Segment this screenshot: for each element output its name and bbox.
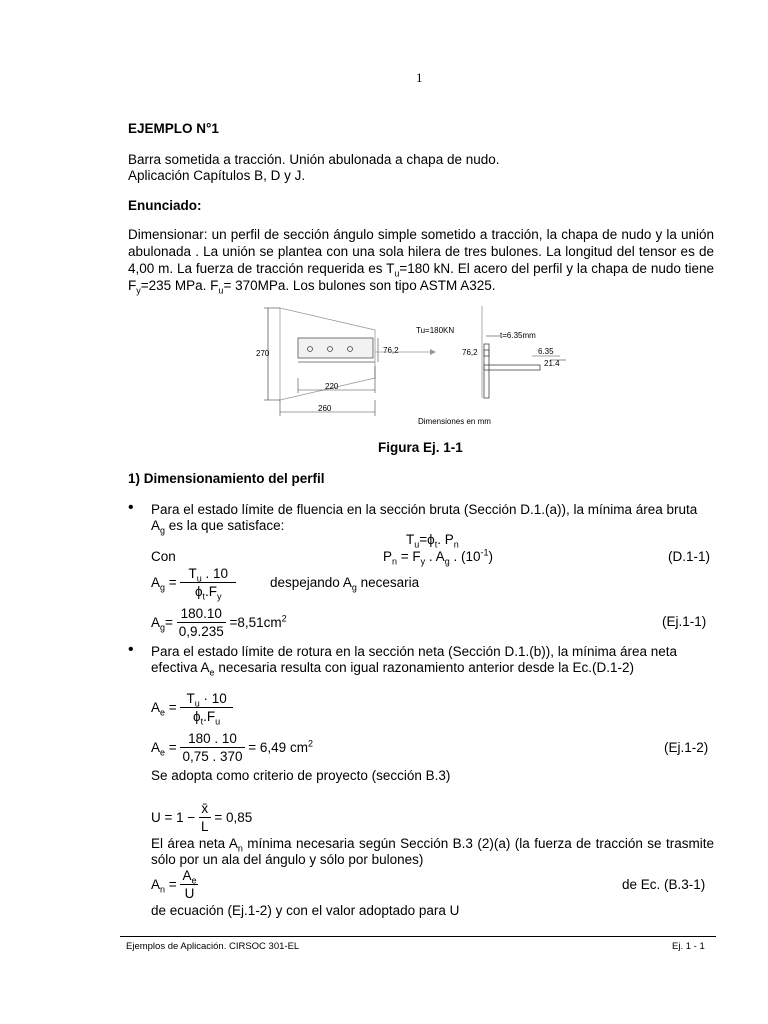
- despejando-text: despejando $A_g$ necesaria: [270, 575, 420, 593]
- bullet-1-line-1: Para el estado límite de fluencia en la sección bruta (Sección D.1.(a)), la mínima área bruta: [151, 502, 698, 517]
- enunciado-heading: Enunciado:: [128, 198, 202, 213]
- figure-connection-drawing: [250, 300, 600, 430]
- intro-line-1: Barra sometida a tracción. Unión abulonada a chapa de nudo.: [128, 152, 500, 167]
- bullet-2: •: [128, 641, 134, 658]
- con-label: Con: [151, 549, 176, 564]
- figure-caption: Figura Ej. 1-1: [378, 440, 463, 455]
- de-ecuacion-text: de ecuación (Ej.1-2) y con el valor adoptado para U: [151, 903, 460, 918]
- angle-section-leg: [484, 344, 489, 398]
- ref-ej1-1: (Ej.1-1): [662, 614, 707, 629]
- footer-right: Ej. 1 - 1: [672, 941, 705, 952]
- bullet-1: •: [128, 499, 134, 516]
- formula-ae: $A_e$ = $\frac{T_u \cdot 10}{\phi_t.F_u}$: [151, 690, 233, 725]
- formula-ag: $A_g$ = $\frac{T_u . 10}{\phi_t.F_y}$: [151, 565, 236, 600]
- bullet-1-line-2: $A_g$ es la que satisface:: [151, 518, 285, 536]
- force-label: Tu=180KN: [416, 326, 455, 335]
- dim-270: 270: [256, 349, 270, 358]
- angle-section-flange: [484, 365, 540, 370]
- ref-d1-1: (D.1-1): [668, 549, 711, 564]
- angle-profile: [298, 338, 373, 358]
- dim-21-4: 21.4: [544, 359, 560, 368]
- units-note: Dimensiones en mm: [418, 417, 491, 426]
- page-number: 1: [416, 70, 423, 85]
- footer-left: Ejemplos de Aplicación. CIRSOC 301-EL: [126, 941, 300, 952]
- formula-an: $A_n$ = $\frac{A_e}{U}$: [151, 868, 197, 901]
- calc-ae: $A_e$ = $\frac{180 . 10}{0,75 . 370}$ = 6,49 $cm^2$: [151, 731, 313, 764]
- dim-220: 220: [325, 382, 339, 391]
- footer-rule: [120, 936, 716, 937]
- example-title: EJEMPLO N°1: [128, 121, 219, 136]
- calc-ag: $A_g=$ $\frac{180.10}{0,9.235}$ $=8,51cm^2$: [151, 606, 287, 639]
- criterio-text: Se adopta como criterio de proyecto (sección B.3): [151, 768, 451, 783]
- ref-ej1-2: (Ej.1-2): [664, 740, 709, 755]
- dim-76-left: 76,2: [383, 346, 399, 355]
- area-neta-paragraph: El área neta $A_n$ mínima necesaria según Sección B.3 (2)(a) (la fuerza de tracción se trasmite sólo por un ala del ángulo y sólo por bulones): [151, 836, 714, 867]
- enunciado-paragraph: Dimensionar: un perfil de sección ángulo simple sometido a tracción, la chapa de nudo y la unión abulonada . La unión se plantea con una sola hilera de tres bulones. La longitud del tensor es de 4,00 m. La fuerza de tracción requerida es $T_u=180$ kN. El acero del perfil y la chapa de nudo tiene $F_y=235$ MPa. $F_u= 370MPa$. Los bulones son tipo ASTM A325.: [128, 227, 715, 296]
- section-1-heading: 1) Dimensionamiento del perfil: [128, 471, 325, 486]
- bullet-2-line-2: efectiva $A_e$ necesaria resulta con igual razonamiento anterior desde la Ec.(D.1-2): [151, 660, 635, 678]
- dim-6-35: 6.35: [538, 347, 554, 356]
- formula-u: U = 1 − $\frac{x̄}{L}$ = 0,85: [151, 801, 253, 834]
- intro-line-2: Aplicación Capítulos B, D y J.: [128, 168, 306, 183]
- bullet-2-line-1: Para el estado límite de rotura en la sección neta (Sección D.1.(b)), la mínima área neta: [151, 644, 678, 659]
- dim-76-right: 76,2: [462, 348, 478, 357]
- equation-pn: $P_n = F_y$ . $A_g$ . $(10^{-1})$: [383, 547, 493, 567]
- ref-b3-1: de Ec. (B.3-1): [622, 877, 706, 892]
- equation-tu: $T_u=\phi_t$. $P_n$: [406, 532, 459, 550]
- thickness-label: t=6.35mm: [500, 331, 536, 340]
- dim-260: 260: [318, 404, 332, 413]
